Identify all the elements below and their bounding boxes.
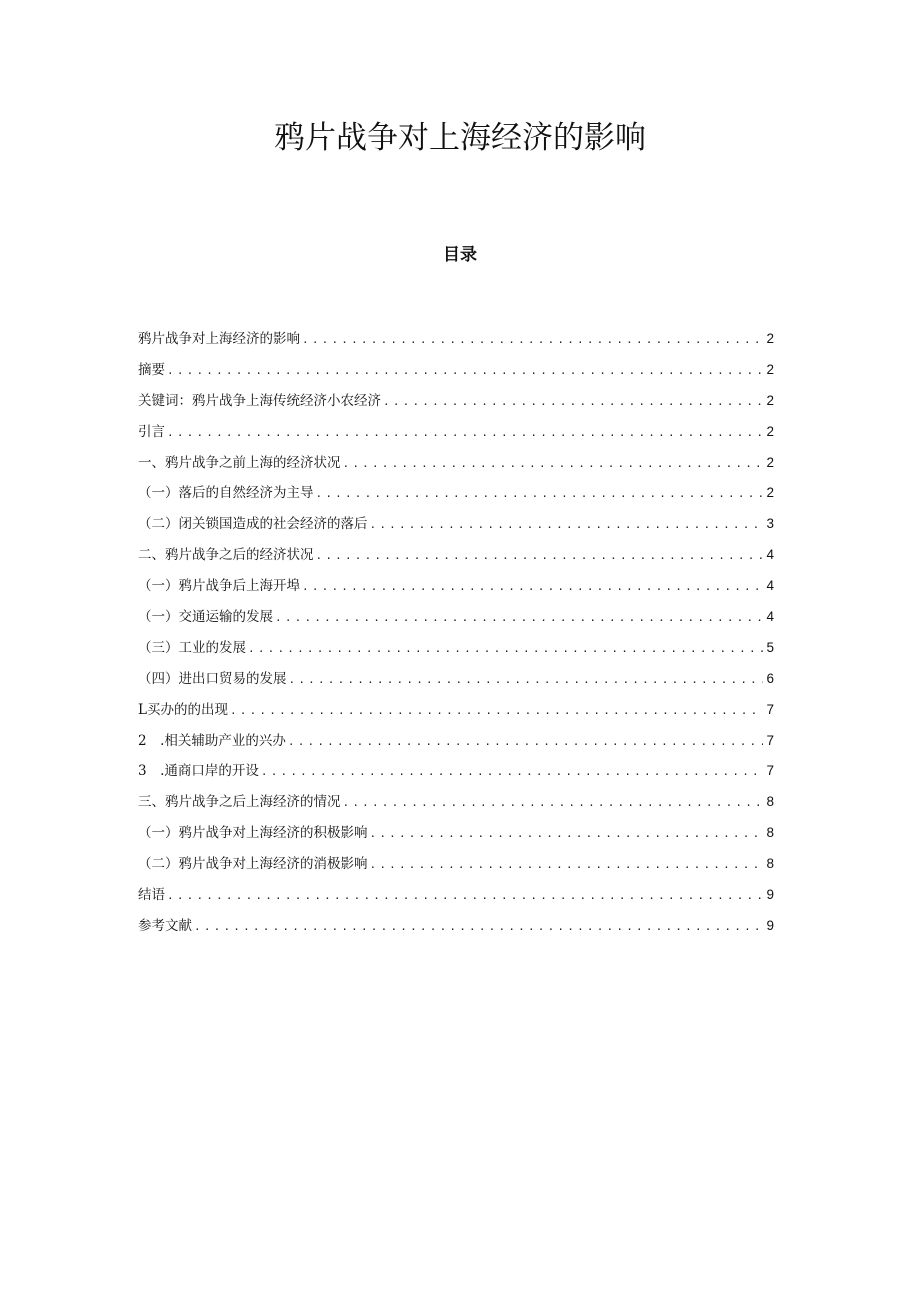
toc-entry[interactable] bbox=[138, 884, 774, 915]
toc-entry[interactable] bbox=[138, 513, 774, 544]
toc-entry[interactable] bbox=[138, 915, 774, 946]
toc-entry[interactable] bbox=[138, 575, 774, 606]
toc-entry-title: 3 .通商口岸的开设 bbox=[138, 763, 259, 780]
toc-entry-title: （三）工业的发展 bbox=[138, 639, 246, 656]
toc-page-number: 4 bbox=[766, 547, 774, 563]
toc-entry-title: （一）交通运输的发展 bbox=[138, 609, 273, 626]
toc-page-number: 9 bbox=[766, 887, 774, 903]
toc-entry[interactable] bbox=[138, 730, 774, 761]
toc-dot-leader bbox=[302, 576, 763, 598]
toc-heading: 目录 bbox=[443, 245, 477, 265]
toc-page-number: 2 bbox=[766, 485, 774, 501]
toc-page-number: 8 bbox=[766, 856, 774, 872]
toc-dot-leader bbox=[194, 916, 763, 938]
toc-dot-leader bbox=[167, 360, 763, 382]
toc-entry[interactable] bbox=[138, 421, 774, 452]
toc-entry-title: 参考文献 bbox=[138, 917, 192, 934]
toc-entry-title: 2 .相关辅助产业的兴办 bbox=[138, 732, 286, 749]
toc-dot-leader bbox=[167, 885, 763, 907]
toc-entry[interactable] bbox=[138, 606, 774, 637]
toc-entry-title: 鸦片战争对上海经济的影响 bbox=[138, 331, 300, 347]
toc-page-number: 5 bbox=[766, 639, 774, 655]
toc-page-number: 4 bbox=[766, 578, 774, 594]
toc-dot-leader bbox=[261, 761, 764, 783]
toc-entry-title: （一）鸦片战争对上海经济的积极影响 bbox=[138, 825, 368, 842]
toc-page-number: 2 bbox=[766, 392, 774, 408]
toc-dot-leader bbox=[343, 792, 764, 814]
toc-dot-leader bbox=[343, 453, 764, 475]
toc-entry[interactable] bbox=[138, 699, 774, 730]
toc-page-number: 2 bbox=[766, 454, 774, 470]
toc-entry[interactable] bbox=[138, 637, 774, 668]
toc-page-number: 2 bbox=[766, 423, 774, 439]
toc-dot-leader bbox=[316, 483, 764, 505]
toc-dot-leader bbox=[230, 700, 764, 722]
toc-page-number: 6 bbox=[766, 670, 774, 686]
toc-entry-title: （四）进出口贸易的发展 bbox=[138, 670, 287, 687]
toc-entry-title: 引言 bbox=[138, 423, 165, 440]
toc-entry[interactable] bbox=[138, 668, 774, 699]
toc-entry[interactable] bbox=[138, 390, 774, 421]
toc-entry[interactable] bbox=[138, 328, 774, 359]
toc-entry[interactable] bbox=[138, 791, 774, 822]
toc-entry[interactable] bbox=[138, 482, 774, 513]
document-title: 鸦片战争对上海经济的影响 bbox=[274, 120, 646, 156]
toc-dot-leader bbox=[370, 514, 764, 536]
toc-entry[interactable] bbox=[138, 822, 774, 853]
table-of-contents bbox=[138, 328, 774, 946]
toc-entry-title: （二）闭关锁国造成的社会经济的落后 bbox=[138, 516, 368, 533]
toc-entry[interactable] bbox=[138, 853, 774, 884]
toc-entry-title: 三、鸦片战争之后上海经济的情况 bbox=[138, 794, 341, 811]
toc-dot-leader bbox=[370, 823, 764, 845]
toc-entry[interactable] bbox=[138, 544, 774, 575]
toc-page-number: 7 bbox=[766, 763, 774, 779]
toc-entry-title: 摘要 bbox=[138, 361, 165, 378]
toc-dot-leader bbox=[383, 391, 763, 413]
toc-entry[interactable] bbox=[138, 452, 774, 483]
toc-dot-leader bbox=[167, 422, 763, 444]
toc-page-number: 7 bbox=[766, 732, 774, 748]
toc-dot-leader bbox=[316, 545, 764, 567]
toc-page-number: 2 bbox=[766, 361, 774, 377]
toc-entry-title: 结语 bbox=[138, 887, 165, 904]
toc-page-number: 8 bbox=[766, 825, 774, 841]
toc-entry-title: （一）落后的自然经济为主导 bbox=[138, 485, 314, 502]
toc-dot-leader bbox=[248, 638, 763, 660]
toc-dot-leader bbox=[302, 329, 763, 351]
toc-page-number: 7 bbox=[766, 701, 774, 717]
toc-page-number: 4 bbox=[766, 609, 774, 625]
toc-entry-title: 二、鸦片战争之后的经济状况 bbox=[138, 547, 314, 564]
toc-page-number: 9 bbox=[766, 917, 774, 933]
toc-dot-leader bbox=[289, 669, 764, 691]
toc-entry-title: 关键词：鸦片战争上海传统经济小农经济 bbox=[138, 392, 381, 409]
toc-dot-leader bbox=[288, 731, 764, 753]
toc-page-number: 3 bbox=[766, 516, 774, 532]
toc-page-number: 8 bbox=[766, 794, 774, 810]
toc-dot-leader bbox=[370, 854, 764, 876]
toc-page-number: 2 bbox=[766, 331, 774, 346]
toc-entry-title: （二）鸦片战争对上海经济的消极影响 bbox=[138, 856, 368, 873]
toc-entry-title: 一、鸦片战争之前上海的经济状况 bbox=[138, 454, 341, 471]
toc-entry[interactable] bbox=[138, 359, 774, 390]
toc-entry-title: （一）鸦片战争后上海开埠 bbox=[138, 578, 300, 595]
toc-dot-leader bbox=[275, 607, 763, 629]
toc-entry[interactable] bbox=[138, 760, 774, 791]
toc-entry-title: L买办的的出现 bbox=[138, 701, 228, 718]
